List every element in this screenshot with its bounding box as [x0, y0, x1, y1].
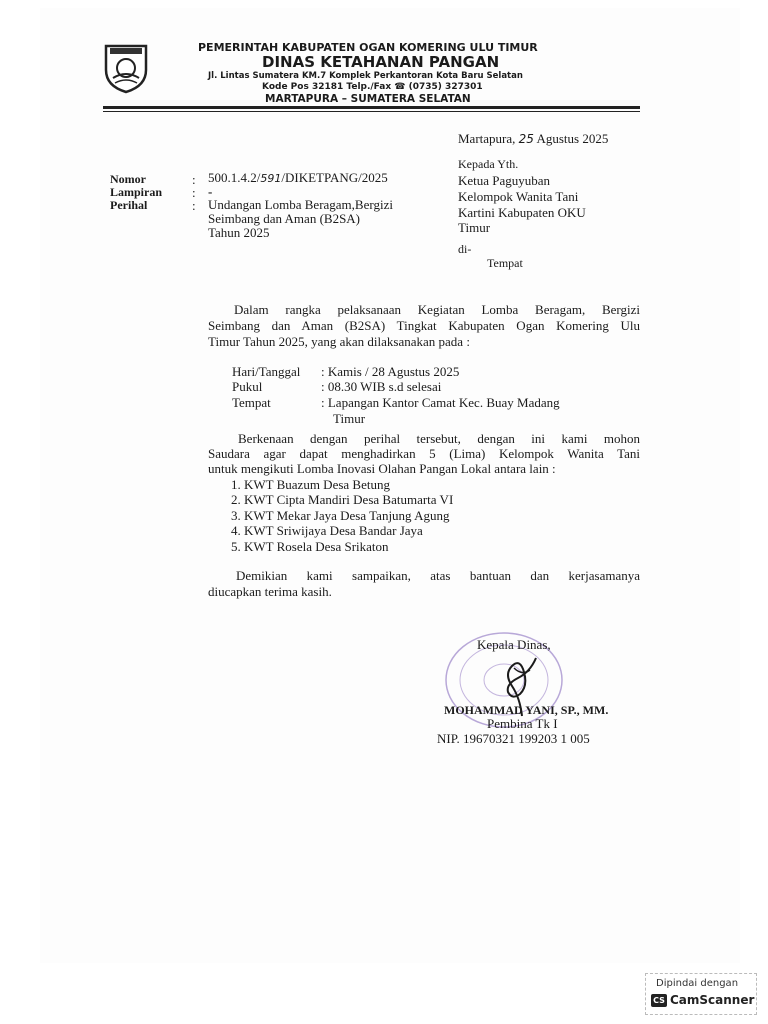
pukul-value: : 08.30 WIB s.d selesai — [321, 379, 442, 394]
letterhead-rule-thin — [103, 111, 640, 112]
letterhead-rule-thick — [103, 106, 640, 109]
handwritten-number: 591 — [260, 172, 282, 185]
recipient-di: di- — [458, 242, 472, 256]
list-item: 5. KWT Rosela Desa Srikaton — [231, 539, 389, 554]
tempat-value-cont: Timur — [333, 411, 366, 426]
body-p2-line2: Saudara agar dapat menghadirkan 5 (Lima) Kelompok Wanita Tani — [208, 446, 640, 461]
handwritten-day: 25 — [518, 132, 534, 146]
recipient-line-1: Kepada Yth. — [458, 157, 519, 171]
perihal-colon: : — [192, 198, 196, 213]
body-p1-line3: Timur Tahun 2025, yang akan dilaksanakan pada : — [208, 334, 470, 349]
perihal-value-2: Seimbang dan Aman (B2SA) — [208, 211, 361, 226]
body-p2-line3: untuk mengikuti Lomba Inovasi Olahan Pangan Lokal antara lain : — [208, 461, 556, 476]
letterhead-government: PEMERINTAH KABUPATEN OGAN KOMERING ULU TIMUR — [198, 41, 538, 54]
signatory-rank: Pembina Tk I — [487, 716, 558, 731]
letter-page — [40, 8, 740, 963]
recipient-tempat: Tempat — [487, 256, 523, 270]
letter-date: Martapura, 25 Agustus 2025 — [458, 131, 609, 146]
signatory-name: MOHAMMAD YANI, SP., MM. — [444, 703, 609, 717]
scanner-caption: Dipindai dengan — [656, 978, 739, 989]
perihal-label: Perihal — [110, 198, 148, 212]
letterhead-agency: DINAS KETAHANAN PANGAN — [262, 53, 500, 71]
lampiran-label: Lampiran — [110, 185, 163, 199]
scanner-brand: CamScanner — [670, 993, 755, 1007]
tempat-label: Tempat — [232, 395, 271, 410]
letterhead-address: Jl. Lintas Sumatera KM.7 Komplek Perkantoran Kota Baru Selatan — [208, 71, 523, 81]
list-item: 2. KWT Cipta Mandiri Desa Batumarta VI — [231, 492, 454, 507]
recipient-line-2: Ketua Paguyuban — [458, 173, 551, 188]
camscanner-watermark — [645, 973, 757, 1015]
perihal-value-3: Tahun 2025 — [208, 225, 270, 240]
body-p3-line2: diucapkan terima kasih. — [208, 584, 332, 599]
hari-value: : Kamis / 28 Agustus 2025 — [321, 364, 460, 379]
list-item: 4. KWT Sriwijaya Desa Bandar Jaya — [231, 523, 423, 538]
tempat-value: : Lapangan Kantor Camat Kec. Buay Madang — [321, 395, 560, 410]
body-p2-line1: Berkenaan dengan perihal tersebut, dengan ini kami mohon — [238, 431, 640, 446]
lampiran-value: - — [208, 184, 213, 199]
perihal-value-1: Undangan Lomba Beragam,Bergizi — [208, 197, 393, 212]
recipient-line-5: Timur — [458, 220, 491, 235]
hari-label: Hari/Tanggal — [232, 364, 301, 379]
camscanner-logo-icon: CS — [651, 994, 667, 1007]
letterhead-contact: Kode Pos 32181 Telp./Fax ☎ (0735) 327301 — [262, 82, 483, 92]
recipient-line-3: Kelompok Wanita Tani — [458, 189, 579, 204]
body-p3-line1: Demikian kami sampaikan, atas bantuan dan kerjasamanya — [236, 568, 640, 583]
lampiran-colon: : — [192, 185, 196, 200]
signatory-nip: NIP. 19670321 199203 1 005 — [437, 731, 590, 746]
list-item: 3. KWT Mekar Jaya Desa Tanjung Agung — [231, 508, 450, 523]
list-item: 1. KWT Buazum Desa Betung — [231, 477, 390, 492]
regency-crest-logo — [103, 42, 149, 94]
nomor-colon: : — [192, 172, 196, 187]
nomor-label: Nomor — [110, 172, 146, 186]
body-p1-line1: Dalam rangka pelaksanaan Kegiatan Lomba Beragam, Bergizi — [234, 302, 640, 317]
pukul-label: Pukul — [232, 379, 263, 394]
body-p1-line2: Seimbang dan Aman (B2SA) Tingkat Kabupaten Ogan Komering Ulu — [208, 318, 640, 333]
nomor-value: 500.1.4.2/591/DIKETPANG/2025 — [208, 170, 388, 185]
signature-title: Kepala Dinas, — [477, 637, 551, 652]
letterhead-city: MARTAPURA – SUMATERA SELATAN — [265, 93, 471, 105]
recipient-line-4: Kartini Kabupaten OKU — [458, 205, 586, 220]
